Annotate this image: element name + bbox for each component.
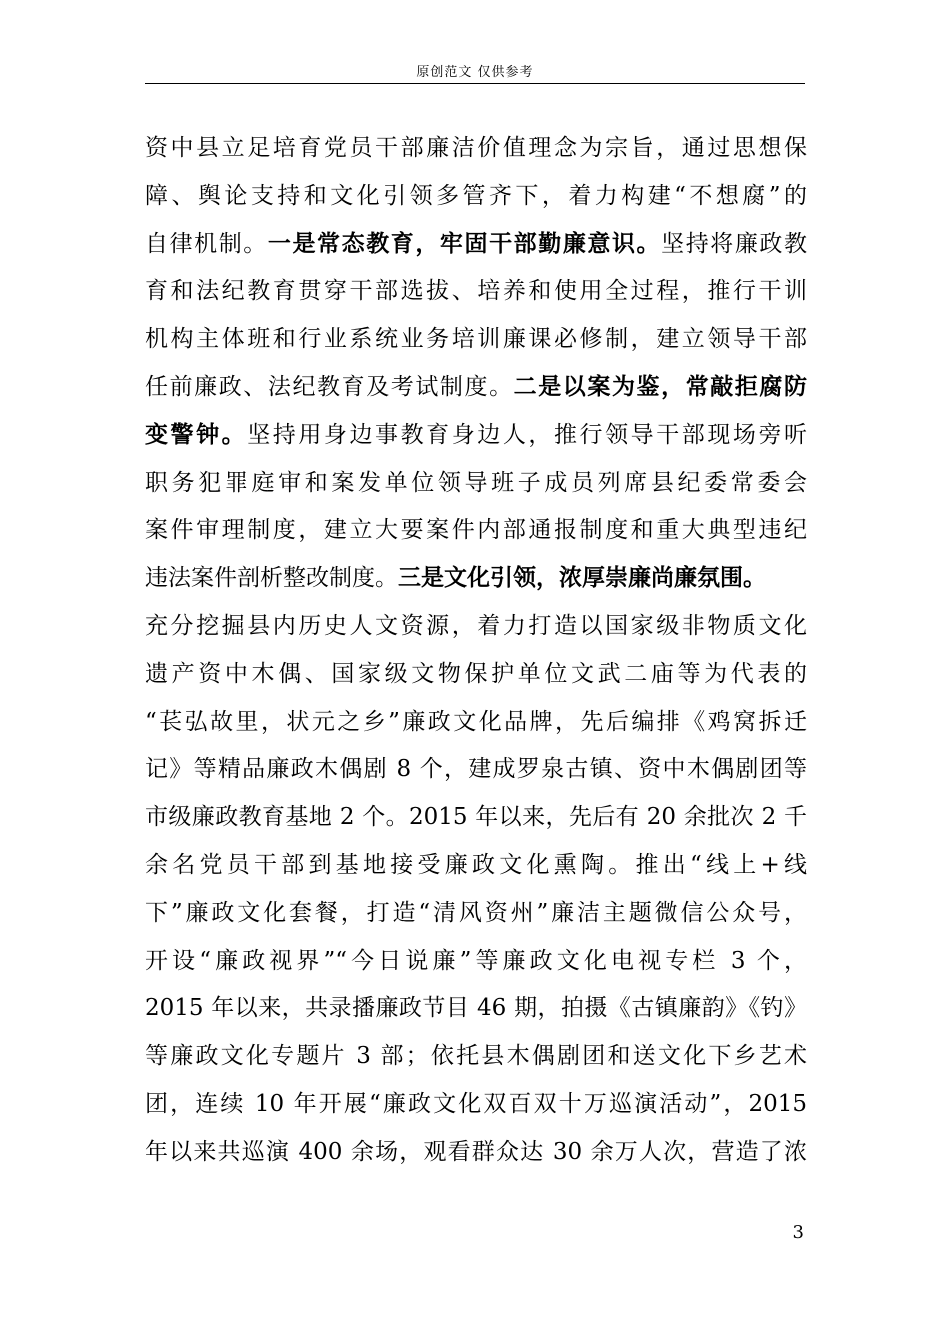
text-run: 机构主体班和行业系统业务培训廉课必修制，建立领导干部 [145, 326, 807, 353]
text-line [145, 944, 807, 992]
text-run: 案件审理制度，建立大要案件内部通报制度和重大典型违纪 [145, 517, 807, 544]
text-line [145, 896, 807, 944]
text-run: 团，连续 10 年开展“廉政文化双百双十万巡演活动”，2015 [145, 1090, 807, 1117]
text-line [145, 1135, 807, 1183]
text-line [145, 752, 807, 800]
text-line [145, 227, 807, 275]
text-run: 2015 年以来，共录播廉政节目 46 期，拍摄《古镇廉韵》《钓》 [145, 995, 807, 1022]
text-line [145, 991, 807, 1039]
text-line [145, 1039, 807, 1087]
text-line [145, 657, 807, 705]
text-run: 违法案件剖析整改制度。 [145, 565, 398, 592]
text-run: 自律机制。 [145, 230, 268, 257]
text-run: 障、舆论支持和文化引领多管齐下，着力构建“不想腐”的 [145, 182, 807, 209]
text-line [145, 131, 807, 179]
text-run: “苌弘故里，状元之乡”廉政文化品牌，先后编排《鸡窝拆迁 [145, 708, 807, 735]
text-line [145, 800, 807, 848]
text-run: 资中县立足培育党员干部廉洁价值理念为宗旨，通过思想保 [145, 135, 807, 161]
text-run: 遗产资中木偶、国家级文物保护单位文武二庙等为代表的 [145, 660, 807, 687]
text-run: 坚持将廉政教 [661, 230, 808, 257]
text-line [145, 466, 807, 514]
page-number: 3 [792, 1222, 804, 1243]
text-run: 市级廉政教育基地 2 个。2015 年以来，先后有 20 余批次 2 千 [145, 804, 807, 831]
text-run: 育和法纪教育贯穿干部选拔、培养和使用全过程，推行干训 [145, 278, 807, 305]
text-line [145, 848, 807, 896]
bold-heading-run: 变警钟。 [145, 420, 248, 448]
text-run: 坚持用身边事教育身边人，推行领导干部现场旁听 [247, 421, 808, 448]
text-line [145, 370, 807, 418]
text-run: 记》等精品廉政木偶剧 8 个，建成罗泉古镇、资中木偶剧团等 [145, 756, 807, 783]
text-run: 职务犯罪庭审和案发单位领导班子成员列席县纪委常委会 [145, 469, 807, 496]
bold-heading-run: 一是常态教育，牢固干部勤廉意识。 [267, 229, 662, 257]
text-line [145, 1087, 807, 1135]
text-run: 任前廉政、法纪教育及考试制度。 [145, 373, 514, 400]
text-run: 年以来共巡演 400 余场，观看群众达 30 余万人次，营造了浓 [145, 1138, 807, 1165]
text-run: 开设“廉政视界”“今日说廉”等廉政文化电视专栏 3 个， [145, 947, 807, 974]
text-run: 余名党员干部到基地接受廉政文化熏陶。推出“线上+线 [145, 851, 807, 878]
text-line [145, 705, 807, 753]
text-line [145, 561, 807, 609]
text-line [145, 179, 807, 227]
text-line [145, 418, 807, 466]
header-rule [145, 83, 805, 84]
page-header: 原创范文 仅供参考 [416, 65, 534, 80]
text-run: 下”廉政文化套餐，打造“清风资州”廉洁主题微信公众号， [145, 899, 807, 926]
bold-heading-run: 二是以案为鉴，常敲拒腐防 [513, 372, 808, 400]
text-line [145, 609, 807, 657]
text-line [145, 513, 807, 561]
text-run: 等廉政文化专题片 3 部；依托县木偶剧团和送文化下乡艺术 [145, 1043, 807, 1070]
bold-heading-run: 三是文化引领，浓厚崇廉尚廉氛围。 [398, 564, 766, 592]
text-run: 充分挖掘县内历史人文资源，着力打造以国家级非物质文化 [145, 612, 807, 639]
body-text [145, 131, 807, 1183]
text-line [145, 322, 807, 370]
text-line [145, 274, 807, 322]
